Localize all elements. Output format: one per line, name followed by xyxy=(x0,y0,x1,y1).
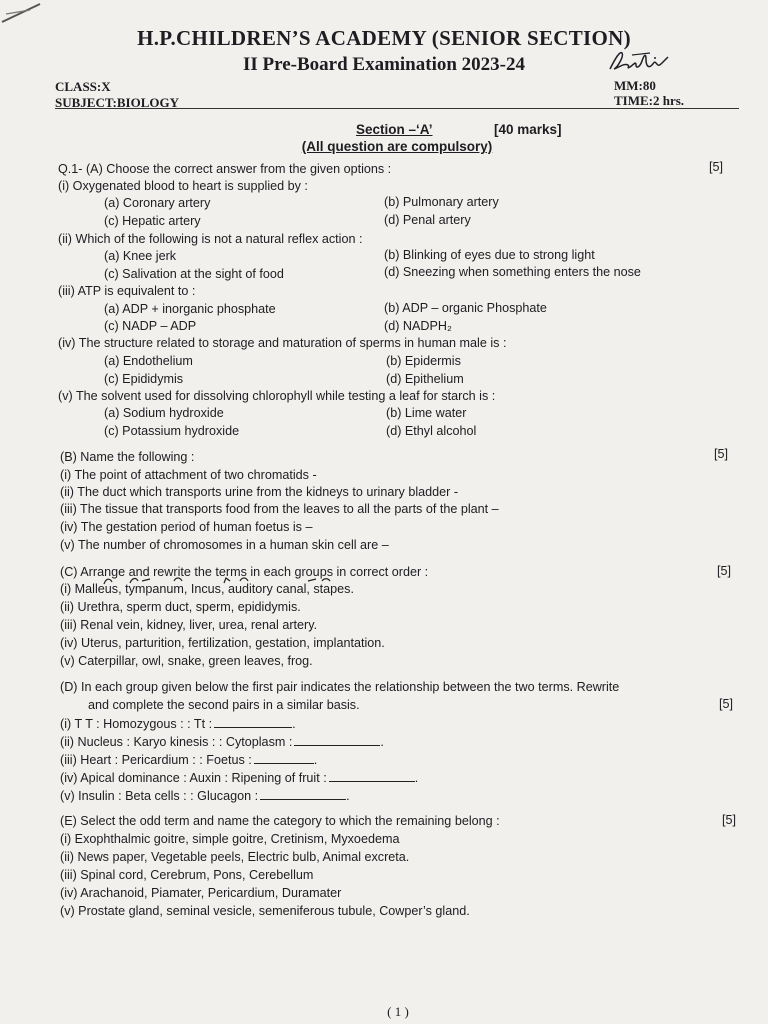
q1-part-d-heading: (D) In each group given below the first pair indicates the relationship between the two terms. Rewrite xyxy=(60,680,620,694)
option: (c) Hepatic artery xyxy=(104,214,201,228)
list-item: (ii) Urethra, sperm duct, sperm, epididymis. xyxy=(60,600,301,614)
section-title: Section –‘A’ xyxy=(356,122,433,137)
subject-label: SUBJECT:BIOLOGY xyxy=(55,95,180,110)
question-ii: (ii) Which of the following is not a natural reflex action : xyxy=(58,232,363,246)
option: (c) Salivation at the sight of food xyxy=(104,267,284,281)
q1-part-a-heading: Q.1- (A) Choose the correct answer from the given options : xyxy=(58,162,392,176)
analogy-text: (i) T T : Homozygous : : Tt : xyxy=(60,717,213,731)
answer-blank xyxy=(214,716,292,728)
option: (a) ADP + inorganic phosphate xyxy=(104,302,276,316)
analogy-text: (iii) Heart : Pericardium : : Foetus : xyxy=(60,753,252,767)
q1-part-d-heading-cont: and complete the second pairs in a similar basis. xyxy=(88,698,360,712)
page-number: ( 1 ) xyxy=(387,1004,409,1019)
question-iii: (iii) ATP is equivalent to : xyxy=(58,284,196,298)
option: (b) ADP – organic Phosphate xyxy=(384,301,547,315)
handwritten-order-marks xyxy=(90,575,370,587)
list-item: (i) Malleus, tympanum, Incus, auditory canal, stapes. xyxy=(60,582,354,596)
option: (c) Potassium hydroxide xyxy=(104,424,240,438)
part-e-marks: [5] xyxy=(722,813,737,827)
option: (b) Epidermis xyxy=(386,354,461,368)
option: (d) Sneezing when something enters the nose xyxy=(384,265,641,279)
time-allowed: TIME:2 hrs. xyxy=(614,93,685,108)
list-item: (ii) News paper, Vegetable peels, Electric bulb, Animal excreta. xyxy=(60,850,410,864)
part-b-marks: [5] xyxy=(714,447,729,461)
list-item: (iii) The tissue that transports food from the leaves to all the parts of the plant – xyxy=(60,502,499,516)
option: (b) Blinking of eyes due to strong light xyxy=(384,248,595,262)
class-label: CLASS:X xyxy=(55,79,111,94)
list-item: (iii) Spinal cord, Cerebrum, Pons, Cerebellum xyxy=(60,868,314,882)
list-item: (iv) Apical dominance : Auxin : Ripening of fruit : . xyxy=(60,771,419,785)
exam-title: II Pre-Board Examination 2023-24 xyxy=(242,54,525,75)
part-c-marks: [5] xyxy=(717,564,732,578)
answer-blank xyxy=(329,770,415,782)
section-marks: [40 marks] xyxy=(494,122,562,137)
option: (b) Lime water xyxy=(386,406,467,420)
list-item: (i) T T : Homozygous : : Tt : . xyxy=(60,717,296,731)
header-divider xyxy=(55,108,739,109)
list-item: (i) The point of attachment of two chromatids - xyxy=(60,468,317,482)
list-item: (iii) Renal vein, kidney, liver, urea, renal artery. xyxy=(60,618,318,632)
list-item: (iv) The gestation period of human foetus is – xyxy=(60,520,313,534)
part-d-marks: [5] xyxy=(719,697,734,711)
question-i: (i) Oxygenated blood to heart is supplied by : xyxy=(58,179,308,193)
option: (d) Penal artery xyxy=(384,213,471,227)
school-name: H.P.CHILDREN’S ACADEMY (SENIOR SECTION) xyxy=(137,26,631,50)
list-item: (i) Exophthalmic goitre, simple goitre, Cretinism, Myxoedema xyxy=(60,832,400,846)
option: (d) Ethyl alcohol xyxy=(386,424,477,438)
option: (d) Epithelium xyxy=(386,372,464,386)
answer-blank xyxy=(254,752,314,764)
option: (a) Endothelium xyxy=(104,354,193,368)
option: (d) NADPH₂ xyxy=(384,319,452,333)
answer-blank xyxy=(294,734,380,746)
q1-part-c-heading: (C) Arrange and rewrite the terms in each groups in correct order : xyxy=(60,565,429,579)
section-instruction: (All question are compulsory) xyxy=(301,139,493,154)
list-item: (ii) Nucleus : Karyo kinesis : : Cytoplasm : . xyxy=(60,735,384,749)
option: (c) NADP – ADP xyxy=(104,319,197,333)
list-item: (iv) Arachanoid, Piamater, Pericardium, Duramater xyxy=(60,886,342,900)
list-item: (iv) Uterus, parturition, fertilization, gestation, implantation. xyxy=(60,636,385,650)
question-iv: (iv) The structure related to storage and maturation of sperms in human male is : xyxy=(58,336,507,350)
answer-blank xyxy=(260,788,346,800)
option: (a) Knee jerk xyxy=(104,249,177,263)
analogy-text: (ii) Nucleus : Karyo kinesis : : Cytoplasm : xyxy=(60,735,293,749)
signature-ashit xyxy=(606,47,672,77)
question-v: (v) The solvent used for dissolving chlorophyll while testing a leaf for starch is : xyxy=(58,389,496,403)
option: (b) Pulmonary artery xyxy=(384,195,499,209)
list-item: (v) Prostate gland, seminal vesicle, semeniferous tubule, Cowper’s gland. xyxy=(60,904,470,918)
list-item: (iii) Heart : Pericardium : : Foetus : . xyxy=(60,753,318,767)
option: (a) Coronary artery xyxy=(104,196,211,210)
max-marks: MM:80 xyxy=(614,78,656,93)
option: (a) Sodium hydroxide xyxy=(104,406,224,420)
list-item: (v) Caterpillar, owl, snake, green leaves, frog. xyxy=(60,654,313,668)
option: (c) Epididymis xyxy=(104,372,184,386)
part-a-marks: [5] xyxy=(709,160,724,174)
q1-part-e-heading: (E) Select the odd term and name the category to which the remaining belong : xyxy=(60,814,500,828)
analogy-text: (v) Insulin : Beta cells : : Glucagon : xyxy=(60,789,259,803)
q1-part-b-heading: (B) Name the following : xyxy=(60,450,195,464)
list-item: (ii) The duct which transports urine from the kidneys to urinary bladder - xyxy=(60,485,459,499)
list-item: (v) Insulin : Beta cells : : Glucagon : . xyxy=(60,789,350,803)
analogy-text: (iv) Apical dominance : Auxin : Ripening of fruit : xyxy=(60,771,327,785)
list-item: (v) The number of chromosomes in a human skin cell are – xyxy=(60,538,389,552)
